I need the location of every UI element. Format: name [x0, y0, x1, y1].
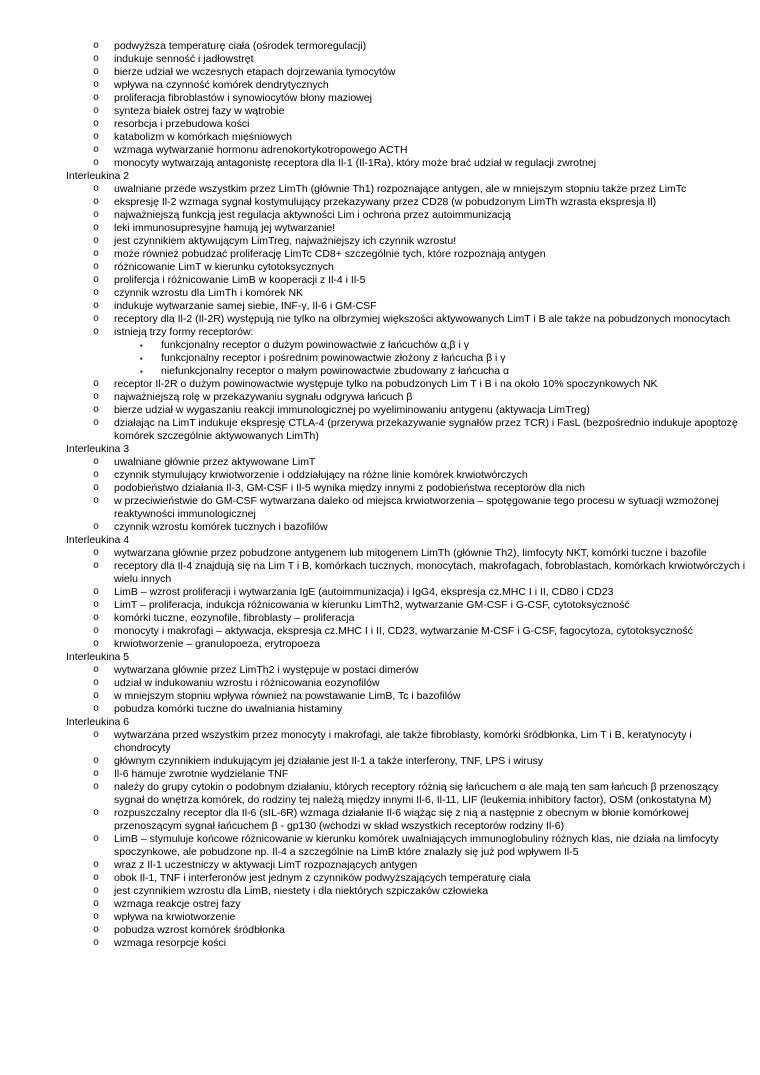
- list-item: [93, 235, 760, 248]
- circle-bullet-marker: o: [93, 899, 100, 910]
- circle-bullet-marker: o: [93, 730, 100, 741]
- list-item: [93, 404, 760, 417]
- list-item-text: czynnik wzrostu komórek tucznych i bazofilów: [114, 521, 328, 533]
- list-item: [93, 521, 760, 534]
- circle-bullet-marker: o: [93, 782, 100, 793]
- list-item: [93, 859, 760, 872]
- list-item: [93, 157, 760, 170]
- list-item: [93, 924, 760, 937]
- circle-bullet-marker: o: [93, 158, 100, 169]
- circle-bullet-marker: o: [93, 262, 100, 273]
- list-item: [93, 222, 760, 235]
- circle-bullet-marker: o: [93, 314, 100, 325]
- list-item-text: najważniejszą funkcją jest regulacja aktywności Lim i ochrona przez autoimmunizacją: [114, 209, 511, 221]
- list-item: [93, 612, 760, 625]
- list-item-text: proliferacja fibroblastów i synowiocytów błony maziowej: [114, 92, 372, 104]
- list-item: [93, 469, 760, 482]
- document-body: [0, 40, 760, 950]
- list-item-text: leki immunosupresyjne hamują jej wytwarzanie!: [114, 222, 336, 234]
- list-item-text: receptory dla Il-2 (Il-2R) występują nie tylko na olbrzymiej większości aktywowanych LimT i B ale także na pobudzonych monocytach: [114, 313, 731, 325]
- list-item-text: pobudza wzrost komórek śródbłonka: [114, 924, 286, 936]
- list-item-text: może również pobudzać proliferację LimTc CD8+ szczególnie tych, które rozpoznają antygen: [114, 248, 546, 260]
- circle-bullet-marker: o: [93, 626, 100, 637]
- list-item-text: w mniejszym stopniu wpływa również na powstawanie LimB, Tc i bazofilów: [114, 690, 461, 702]
- circle-bullet-marker: o: [93, 301, 100, 312]
- list-item: [93, 833, 760, 859]
- list-item: [93, 66, 760, 79]
- list-item: [93, 781, 760, 807]
- circle-bullet-marker: o: [93, 184, 100, 195]
- list-item-text: uwalniane głównie przez aktywowane LimT: [114, 456, 316, 468]
- list-item-text: wzmaga wytwarzanie hormonu adrenokortykotropowego ACTH: [114, 144, 408, 156]
- list-item: [93, 638, 760, 651]
- list-item-text: pobudza komórki tuczne do uwalniania histaminy: [114, 703, 343, 715]
- list-item-text: wzmaga reakcje ostrej fazy: [114, 898, 241, 910]
- circle-bullet-marker: o: [93, 639, 100, 650]
- circle-bullet-marker: o: [93, 67, 100, 78]
- list-item: [93, 664, 760, 677]
- circle-bullet-marker: o: [93, 860, 100, 871]
- list-item-text: indukuje wytwarzanie samej siebie, INF-γ, Il-6 i GM-CSF: [114, 300, 377, 312]
- list-item: [93, 144, 760, 157]
- list-item: [93, 586, 760, 599]
- circle-bullet-marker: o: [93, 600, 100, 611]
- circle-bullet-marker: o: [93, 756, 100, 767]
- circle-bullet-marker: o: [93, 197, 100, 208]
- circle-bullet-marker: o: [93, 912, 100, 923]
- list-item-text: wraz z Il-1 uczestniczy w aktywacji LimT rozpoznających antygen: [114, 859, 418, 871]
- list-item-text: obok Il-1, TNF i interferonów jest jednym z czynników podwyższających temperaturę ciała: [114, 872, 531, 884]
- list-item-text: istnieją trzy formy receptorów:: [114, 326, 254, 338]
- list-item: [93, 287, 760, 300]
- square-bullet-marker: ▪: [140, 354, 143, 363]
- list-item-text: LimB – stymuluje końcowe różnicowanie w kierunku komórek uwalniających immunoglobuliny różnych klas, nie działa na limfocyty spoczynkowe, ale pobudzone np. Il-4 a szczególnie na LimB które znalazły się już pod wpływem Il-5: [114, 833, 719, 858]
- circle-bullet-marker: o: [93, 119, 100, 130]
- list-item: [93, 105, 760, 118]
- circle-bullet-marker: o: [93, 548, 100, 559]
- circle-bullet-marker: o: [93, 41, 100, 52]
- list-item: [93, 209, 760, 222]
- list-item: [93, 92, 760, 105]
- circle-bullet-marker: o: [93, 249, 100, 260]
- circle-bullet-marker: o: [93, 522, 100, 533]
- section-heading: Interleukina 5: [66, 651, 130, 663]
- list-item: [93, 482, 760, 495]
- list-item-text: komórki tuczne, eozynofile, fibroblasty – proliferacja: [114, 612, 355, 624]
- list-item-text: monocyty wytwarzają antagonistę receptora dla Il-1 (Il-1Ra), który może brać udział w regulacji zwrotnej: [114, 157, 597, 169]
- circle-bullet-marker: o: [93, 405, 100, 416]
- list-item-text: synteza białek ostrej fazy w wątrobie: [114, 105, 285, 117]
- list-item: [93, 495, 760, 521]
- circle-bullet-marker: o: [93, 418, 100, 429]
- circle-bullet-marker: o: [93, 587, 100, 598]
- list-item: [93, 300, 760, 313]
- list-item: [140, 365, 760, 378]
- circle-bullet-marker: o: [93, 80, 100, 91]
- list-item: [93, 625, 760, 638]
- circle-bullet-marker: o: [93, 704, 100, 715]
- list-item: [140, 352, 760, 365]
- list-item: [93, 248, 760, 261]
- list-item: [93, 937, 760, 950]
- list-item-text: funkcjonalny receptor i pośrednim powinowactwie złożony z łańcucha β i γ: [161, 352, 506, 364]
- circle-bullet-marker: o: [93, 938, 100, 949]
- list-item: [93, 313, 760, 326]
- list-item-text: wytwarzana głównie przez pobudzone antygenem lub mitogenem LimTh (głównie Th2), limfocyty NKT, komórki tuczne i bazofile: [114, 547, 707, 559]
- list-item: [93, 677, 760, 690]
- section-heading: Interleukina 2: [66, 170, 130, 182]
- list-item: [93, 755, 760, 768]
- list-item-text: bierze udział we wczesnych etapach dojrzewania tymocytów: [114, 66, 396, 78]
- list-item: [93, 547, 760, 560]
- list-item: [93, 326, 760, 339]
- list-item: [93, 599, 760, 612]
- list-item-text: wytwarzana przed wszystkim przez monocyty i makrofagi, ale także fibroblasty, komórki śródbłonka, Lim T i B, keratynocyty i chondrocyty: [114, 729, 692, 754]
- circle-bullet-marker: o: [93, 106, 100, 117]
- circle-bullet-marker: o: [93, 873, 100, 884]
- list-item: [93, 560, 760, 586]
- list-item-text: Il-6 hamuje zwrotnie wydzielanie TNF: [114, 768, 289, 780]
- list-item-text: czynnik wzrostu dla LimTh i komórek NK: [114, 287, 304, 299]
- circle-bullet-marker: o: [93, 678, 100, 689]
- list-item-text: indukuje senność i jadłowstręt: [114, 53, 254, 65]
- list-item-text: w przeciwieństwie do GM-CSF wytwarzana daleko od miejsca krwiotworzenia – spotęgowanie tego procesu w sytuacji wzmożonej reaktywności immunologicznej: [114, 495, 719, 520]
- list-item-text: resorbcja i przebudowa kości: [114, 118, 250, 130]
- list-item-text: wzmaga resorpcje kości: [114, 937, 227, 949]
- circle-bullet-marker: o: [93, 769, 100, 780]
- circle-bullet-marker: o: [93, 665, 100, 676]
- list-item: [93, 196, 760, 209]
- list-item: [93, 703, 760, 716]
- list-item-text: głównym czynnikiem indukującym jej działanie jest Il-1 a także interferony, TNF, LPS i wirusy: [114, 755, 544, 767]
- list-item-text: najważniejszą rolę w przekazywaniu sygnału odgrywa łańcuch β: [114, 391, 413, 403]
- circle-bullet-marker: o: [93, 808, 100, 819]
- circle-bullet-marker: o: [93, 145, 100, 156]
- list-item-text: wpływa na czynność komórek dendrytycznych: [114, 79, 329, 91]
- list-item-text: działając na LimT indukuje ekspresję CTLA-4 (przerywa przekazywanie sygnałów przez TCR) i FasL (bezpośrednio indukuje apoptozę komórek szczególnie aktywowanych LimTh): [114, 417, 738, 442]
- list-item-text: podobieństwo działania Il-3, GM-CSF i Il-5 wynika między innymi z podobieństwa receptorów dla nich: [114, 482, 585, 494]
- list-item: [93, 261, 760, 274]
- list-item: [93, 807, 760, 833]
- list-item: [93, 456, 760, 469]
- list-item-text: jest czynnikiem aktywującym LimTreg, najważniejszy ich czynnik wzrostu!: [114, 235, 457, 247]
- circle-bullet-marker: o: [93, 392, 100, 403]
- list-item: [93, 53, 760, 66]
- list-item-text: wytwarzana głównie przez LimTh2 i występuje w postaci dimerów: [114, 664, 419, 676]
- list-item-text: rozpuszczalny receptor dla Il-6 (sIL-6R) wzmaga działanie Il-6 wiążąc się z nią a następnie z obecnym w błonie komórkowej przenoszącym sygnał łańcuchem β - gp130 (wchodzi w skład wszystkich receptorów rodziny Il-6): [114, 807, 689, 832]
- list-item-text: krwiotworzenie – granulopoeza, erytropoeza: [114, 638, 321, 650]
- circle-bullet-marker: o: [93, 470, 100, 481]
- circle-bullet-marker: o: [93, 327, 100, 338]
- circle-bullet-marker: o: [93, 561, 100, 572]
- list-item: [93, 898, 760, 911]
- list-item: [93, 690, 760, 703]
- list-item-text: monocyty i makrofagi – aktywacja, ekspresja cz.MHC I i II, CD23, wytwarzanie M-CSF i G-CSF, fagocytoza, cytotoksyczność: [114, 625, 693, 637]
- circle-bullet-marker: o: [93, 834, 100, 845]
- list-item: [93, 872, 760, 885]
- circle-bullet-marker: o: [93, 496, 100, 507]
- circle-bullet-marker: o: [93, 925, 100, 936]
- circle-bullet-marker: o: [93, 886, 100, 897]
- list-item: [93, 768, 760, 781]
- circle-bullet-marker: o: [93, 236, 100, 247]
- list-item: [93, 274, 760, 287]
- circle-bullet-marker: o: [93, 613, 100, 624]
- circle-bullet-marker: o: [93, 54, 100, 65]
- list-item: [93, 911, 760, 924]
- list-item-text: prolifercja i różnicowanie LimB w kooperacji z Il-4 i Il-5: [114, 274, 366, 286]
- list-item-text: różnicowanie LimT w kierunku cytotoksycznych: [114, 261, 334, 273]
- circle-bullet-marker: o: [93, 457, 100, 468]
- list-item: [93, 183, 760, 196]
- circle-bullet-marker: o: [93, 691, 100, 702]
- circle-bullet-marker: o: [93, 379, 100, 390]
- section-heading: Interleukina 6: [66, 716, 130, 728]
- circle-bullet-marker: o: [93, 132, 100, 143]
- list-item: [93, 378, 760, 391]
- list-item: [140, 339, 760, 352]
- list-item: [93, 417, 760, 443]
- list-item-text: ekspresję Il-2 wzmaga sygnał kostymulujący przekazywany przez CD28 (w pobudzonym LimTh wzrasta ekspresja Il): [114, 196, 657, 208]
- section-heading: Interleukina 3: [66, 443, 130, 455]
- list-item-text: podwyższa temperaturę ciała (ośrodek termoregulacji): [114, 40, 367, 52]
- list-item-text: receptor Il-2R o dużym powinowactwie występuje tylko na pobudzonych Lim T i B i na około 10% spoczynkowych NK: [114, 378, 658, 390]
- list-item-text: bierze udział w wygaszaniu reakcji immunologicznej po wyeliminowaniu antygenu (aktywacja LimTreg): [114, 404, 590, 416]
- list-item-text: uwalniane przede wszystkim przez LimTh (głównie Th1) rozpoznające antygen, ale w mniejszym stopniu także przez LimTc: [114, 183, 687, 195]
- list-item: [93, 131, 760, 144]
- square-bullet-marker: ▪: [140, 367, 143, 376]
- list-item: [93, 40, 760, 53]
- circle-bullet-marker: o: [93, 288, 100, 299]
- list-item: [93, 118, 760, 131]
- list-item-text: receptory dla Il-4 znajdują się na Lim T i B, komórkach tucznych, monocytach, makrofagach, fobroblastach, komórkach krwiotwórczych i wielu innych: [114, 560, 746, 585]
- list-item-text: funkcjonalny receptor o dużym powinowactwie z łańcuchów α,β i γ: [161, 339, 470, 351]
- list-item-text: katabolizm w komórkach mięśniowych: [114, 131, 292, 143]
- list-item: [93, 79, 760, 92]
- list-item-text: udział w indukowaniu wzrostu i różnicowania eozynofilów: [114, 677, 380, 689]
- section-heading: Interleukina 4: [66, 534, 130, 546]
- list-item-text: czynnik stymulujący krwiotworzenie i oddziałujący na różne linie komórek krwiotwórczych: [114, 469, 528, 481]
- list-item-text: wpływa na krwiotworzenie: [114, 911, 236, 923]
- square-bullet-marker: ▪: [140, 341, 143, 350]
- circle-bullet-marker: o: [93, 223, 100, 234]
- list-item-text: jest czynnikiem wzrostu dla LimB, niestety i dla niektórych szpiczaków człowieka: [114, 885, 489, 897]
- list-item: [93, 391, 760, 404]
- list-item: [93, 729, 760, 755]
- circle-bullet-marker: o: [93, 93, 100, 104]
- list-item: [93, 885, 760, 898]
- circle-bullet-marker: o: [93, 483, 100, 494]
- list-item-text: należy do grupy cytokin o podobnym działaniu, których receptory różnią się łańcuchem α ale mają ten sam łańcuch β przenoszący sygnał do wnętrza komórek, do rodziny tej należą między innymi Il-6, Il-11, LIF (leukemia inhibitory factor), OSM (onkostatyna M): [114, 781, 719, 806]
- list-item-text: LimT – proliferacja, indukcja różnicowania w kierunku LimTh2, wytwarzanie GM-CSF i G-CSF, cytotoksyczność: [114, 599, 630, 611]
- circle-bullet-marker: o: [93, 210, 100, 221]
- list-item-text: LimB – wzrost proliferacji i wytwarzania IgE (autoimmunizacja) i IgG4, ekspresja cz.MHC I i II, CD80 i CD23: [114, 586, 614, 598]
- list-item-text: niefunkcjonalny receptor o małym powinowactwie zbudowany z łańcucha α: [161, 365, 510, 377]
- circle-bullet-marker: o: [93, 275, 100, 286]
